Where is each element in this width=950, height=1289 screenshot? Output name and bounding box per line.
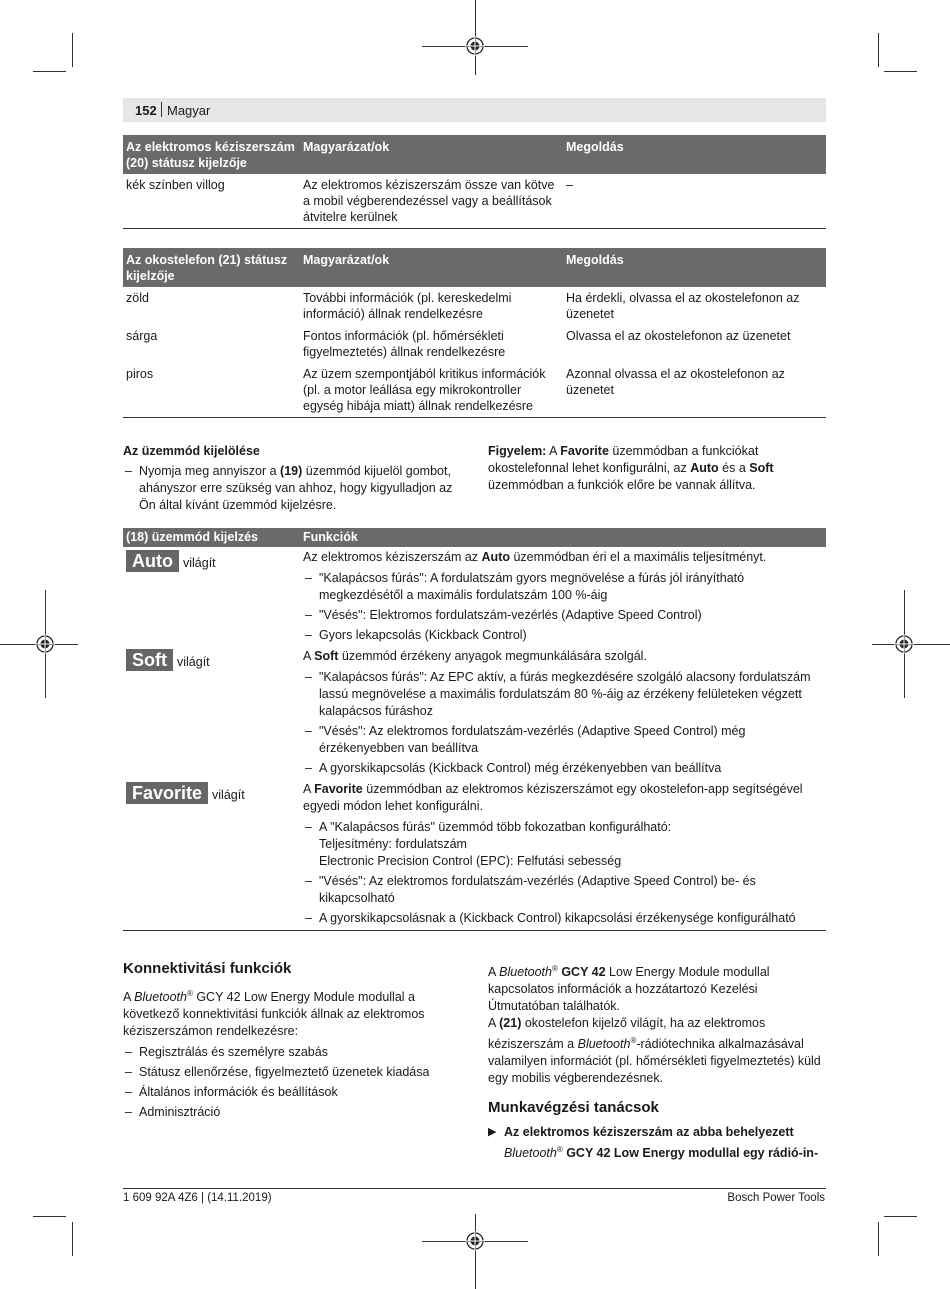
function-list	[303, 570, 823, 644]
list-item: – Adminisztráció	[123, 1104, 458, 1121]
table-cell: –	[563, 174, 826, 229]
functions-cell	[300, 547, 826, 646]
mode-name: Soft	[314, 649, 339, 663]
text-run: Nyomja meg annyiszor a	[139, 464, 281, 478]
text-run: okostelefon kijelző világít, ha az elektromos kéziszerszám a	[488, 1016, 766, 1052]
brand-name: Bluetooth	[504, 1146, 557, 1161]
tool-status-table	[123, 135, 826, 229]
mode-name: Favorite	[560, 444, 609, 458]
table-header-cell: Az elektromos kéziszerszám (20) státusz kijelzője	[123, 135, 300, 174]
list-item: – Gyors lekapcsolás (Kickback Control)	[303, 627, 823, 644]
table-header-cell: (18) üzemmód kijelzés	[123, 528, 300, 547]
connectivity-section	[123, 960, 458, 1124]
text-run: GCY 42 Low Energy modullal egy rádió-in-	[562, 1146, 819, 1161]
text-run: A	[123, 990, 135, 1005]
page-header	[123, 98, 826, 122]
mode-name: Auto	[690, 461, 719, 475]
text-line: Az elektromos kéziszerszám az abba behelyezett	[504, 1125, 794, 1139]
auto-mode-badge: Auto	[126, 550, 179, 572]
table-cell: kék színben villog	[123, 174, 300, 229]
mode-name: Favorite	[314, 782, 363, 796]
footer-rule	[123, 1188, 826, 1189]
model-name: GCY 42	[557, 965, 606, 980]
lit-label: világít	[212, 788, 245, 802]
lit-label: világít	[182, 556, 216, 570]
brand-name: Bluetooth	[577, 1037, 631, 1052]
instruction-list	[123, 463, 463, 514]
soft-mode-badge: Soft	[126, 649, 173, 671]
page-number: 152	[135, 103, 157, 118]
mode-intro	[303, 648, 823, 665]
registration-mark-icon	[465, 36, 485, 56]
mode-indicator-cell	[123, 779, 300, 931]
table-row	[123, 174, 826, 229]
text-run: A	[303, 782, 315, 796]
text-run: üzemmódban az elektromos kéziszerszámot egy okostelefon-app segítségével egyedi módon lehet konfigurálni.	[303, 782, 803, 813]
registration-mark-icon	[35, 634, 55, 654]
table-header-cell: Funkciók	[300, 528, 826, 547]
text-line	[504, 1141, 823, 1162]
mode-table	[123, 528, 826, 931]
table-header-cell: Az okostelefon (21) státusz kijelzője	[123, 248, 300, 287]
list-item: – Általános információk és beállítások	[123, 1084, 458, 1101]
functions-cell	[300, 646, 826, 779]
table-cell: Az elektromos kéziszerszám össze van kötve a mobil végberendezéssel vagy a beállítások átvitelre kerülnek	[300, 174, 563, 229]
registration-mark-icon	[465, 1231, 485, 1251]
text-run: üzemmódban a funkciókat okostelefonnal lehet konfigurálni, az	[488, 444, 759, 475]
mode-intro	[303, 549, 823, 566]
list-item: – A gyorskikapcsolásnak a (Kickback Control) kikapcsolási érzékenysége konfigurálható	[303, 910, 823, 927]
table-row	[123, 646, 826, 779]
table-row	[123, 287, 826, 325]
text-run: üzemmódban a funkciók előre be vannak állítva.	[488, 478, 756, 492]
table-cell: Ha érdekli, olvassa el az okostelefonon az üzenetet	[566, 291, 800, 321]
connectivity-list	[123, 1044, 458, 1121]
table-cell: Fontos információk (pl. hőmérsékleti figyelmeztetés) állnak rendelkezésre	[303, 329, 506, 359]
text-run: A	[546, 444, 561, 458]
module-paragraph	[488, 960, 823, 1015]
text-run: GCY 42 Low Energy Module modullal a következő konnektivitási funkciók állnak az elektromos kéziszerszámon rendelkezésre:	[123, 990, 425, 1039]
table-cell: Azonnal olvassa el az okostelefonon az üzenetet	[563, 363, 826, 418]
note-label: Figyelem:	[488, 444, 547, 458]
bullet-arrow-icon: ▶	[488, 1126, 497, 1138]
text-run: Low Energy Module modullal kapcsolatos információk a hozzátartozó Kezelési Útmutatóban találhatók.	[488, 965, 770, 1014]
registered-mark: ®	[630, 1036, 637, 1046]
table-cell: Olvassa el az okostelefonon az üzenetet	[566, 329, 791, 343]
table-cell: Az üzem szempontjából kritikus információk (pl. a motor leállása egy mikrokontroller egység hibája miatt) állnak rendelkezésre	[300, 363, 563, 418]
text-line: – A "Kalapácsos fúrás" üzemmód több fokozatban konfigurálható:	[319, 820, 672, 834]
section-heading: Munkavégzési tanácsok	[488, 1099, 659, 1116]
work-tips-section	[488, 1099, 823, 1162]
text-run: üzemmód kijuelöl gombot, ahányszor erre szükség van ahhoz, hogy kigyulladjon az Ön által kívánt üzemmód kijelzésre.	[139, 464, 453, 512]
list-item: – Státusz ellenőrzése, figyelmeztető üzenetek kiadása	[123, 1064, 458, 1081]
functions-cell	[300, 779, 826, 931]
text-run: -rádiótechnika alkalmazásával valamilyen információt (pl. hőmérsékleti figyelmeztetés) küld egy mobilis végberendezésnek.	[488, 1037, 821, 1086]
favorite-note	[488, 443, 818, 494]
header-divider	[161, 102, 162, 117]
mode-name: Soft	[749, 461, 774, 475]
registration-mark-icon	[894, 634, 914, 654]
text-line: Electronic Precision Control (EPC): Felfutási sebesség	[319, 854, 622, 868]
table-row	[123, 325, 826, 363]
section-heading: Az üzemmód kijelölése	[123, 444, 260, 458]
text-run: A	[488, 1016, 500, 1031]
mode-indicator-cell	[123, 646, 300, 779]
text-run: Az elektromos kéziszerszám az	[303, 550, 482, 564]
footer-brand: Bosch Power Tools	[727, 1192, 825, 1204]
table-cell: sárga	[126, 329, 158, 343]
table-header-cell: Megoldás	[563, 135, 826, 174]
table-row	[123, 363, 826, 418]
favorite-mode-badge: Favorite	[126, 782, 208, 804]
table-header-row	[123, 135, 826, 174]
table-header-cell: Megoldás	[563, 248, 826, 287]
indicator-paragraph	[488, 1015, 823, 1087]
mode-select-section	[123, 443, 463, 517]
list-item: – "Kalapácsos fúrás": A fordulatszám gyors megnövelése a fúrás jól irányítható megkezdésétől a maximális fordulatszám 100 %-áig	[303, 570, 823, 604]
mode-name: Auto	[481, 550, 510, 564]
table-header-row	[123, 248, 826, 287]
list-item: – A gyorskikapcsolás (Kickback Control) még érzékenyebben van beállítva	[303, 760, 823, 777]
mode-intro	[303, 781, 823, 815]
list-item: – Regisztrálás és személyre szabás	[123, 1044, 458, 1061]
table-cell: piros	[123, 363, 300, 418]
table-header-cell: Magyarázat/ok	[300, 248, 563, 287]
table-row	[123, 779, 826, 931]
list-item: – "Vésés": Az elektromos fordulatszám-vezérlés (Adaptive Speed Control) be- és kikapcsolható	[303, 873, 823, 907]
table-header-row	[123, 528, 826, 547]
lit-label: világít	[177, 655, 210, 669]
table-header-cell: Magyarázat/ok	[300, 135, 563, 174]
function-list	[303, 819, 823, 927]
list-item: – "Vésés": Elektromos fordulatszám-vezérlés (Adaptive Speed Control)	[303, 607, 823, 624]
list-item	[303, 819, 823, 870]
list-item: – "Kalapácsos fúrás": Az EPC aktív, a fúrás megkezdésére szolgáló alacsony fordulatszám lassú megnövelése a maximális fordulatszám 80 %-áig az érzékeny felületeken végzett kalapácsos fúráshoz	[303, 669, 823, 720]
registered-mark: ®	[186, 989, 193, 998]
registered-mark: ®	[556, 1145, 563, 1154]
text-line: Teljesítmény: fordulatszám	[319, 837, 467, 851]
text-run: A	[303, 649, 315, 663]
table-row	[123, 547, 826, 646]
module-info	[488, 960, 823, 1087]
page-language: Magyar	[167, 103, 211, 118]
text-run: üzemmód érzékeny anyagok megmunkálására szolgál.	[338, 649, 647, 663]
registered-mark: ®	[551, 964, 558, 973]
mode-indicator-cell	[123, 547, 300, 646]
smartphone-status-table	[123, 248, 826, 418]
warning-item	[488, 1124, 823, 1162]
text-run: üzemmódban éri el a maximális teljesítményt.	[510, 550, 767, 564]
list-item: – "Vésés": Az elektromos fordulatszám-vezérlés (Adaptive Speed Control) még érzékenyebben van beállítva	[303, 723, 823, 757]
reference-number: (19)	[280, 464, 303, 478]
table-cell: zöld	[126, 291, 149, 305]
text-run: és a	[718, 461, 750, 475]
list-item	[123, 463, 463, 514]
brand-name: Bluetooth	[134, 990, 187, 1005]
reference-number: (21)	[499, 1016, 522, 1031]
text-run: A	[488, 965, 500, 980]
connectivity-intro	[123, 985, 458, 1040]
table-cell: További információk (pl. kereskedelmi információ) állnak rendelkezésre	[303, 291, 512, 321]
footer-doc-id: 1 609 92A 4Z6 | (14.11.2019)	[123, 1192, 272, 1204]
section-heading: Konnektivitási funkciók	[123, 960, 292, 977]
function-list	[303, 669, 823, 777]
brand-name: Bluetooth	[499, 965, 552, 980]
